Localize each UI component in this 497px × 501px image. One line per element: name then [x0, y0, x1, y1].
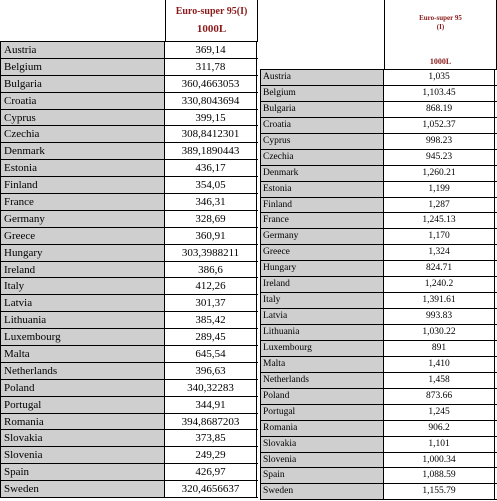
value-cell: 346,31: [165, 194, 257, 210]
value-cell: 394,8687203: [165, 414, 257, 430]
country-cell: Luxembourg: [260, 341, 384, 356]
value-cell: 998.23: [384, 134, 495, 149]
table-row: [0, 93, 258, 110]
country-cell: Croatia: [0, 93, 165, 109]
table-row: [0, 312, 258, 329]
table-row: [0, 126, 258, 143]
value-cell: 993.83: [384, 309, 495, 324]
value-cell: 344,91: [165, 397, 257, 413]
country-cell: Finland: [260, 198, 384, 213]
table-row: [0, 245, 258, 262]
country-cell: Hungary: [260, 261, 384, 276]
value-cell: 328,69: [165, 211, 257, 227]
value-cell: 1,155.79: [384, 484, 495, 499]
value-cell: 360,91: [165, 228, 257, 244]
country-cell: Finland: [0, 177, 165, 193]
table-row: [0, 397, 258, 414]
table-row: [260, 166, 497, 182]
table-row: [0, 59, 258, 76]
value-cell: 1,101: [384, 437, 495, 452]
table-row: [0, 464, 258, 481]
left-header-cell: [165, 0, 258, 41]
table-row: [0, 481, 258, 498]
value-cell: 1,170: [384, 229, 495, 244]
country-cell: Germany: [0, 211, 165, 227]
table-row: [0, 346, 258, 363]
value-cell: 1,245: [384, 405, 495, 420]
country-cell: Portugal: [0, 397, 165, 413]
left-table-header: [0, 0, 258, 42]
table-row: [260, 468, 497, 484]
value-cell: 824.71: [384, 261, 495, 276]
country-cell: Greece: [260, 245, 384, 260]
table-row: [260, 150, 497, 166]
value-cell: 1,035: [384, 70, 495, 85]
table-row: [260, 357, 497, 373]
value-cell: 330,8043694: [165, 93, 257, 109]
table-row: [0, 447, 258, 464]
country-cell: Greece: [0, 228, 165, 244]
country-cell: Latvia: [0, 295, 165, 311]
country-cell: Cyprus: [260, 134, 384, 149]
country-cell: Germany: [260, 229, 384, 244]
country-cell: Spain: [0, 464, 165, 480]
country-cell: Portugal: [260, 405, 384, 420]
value-cell: 320,4656637: [165, 481, 257, 497]
country-cell: Poland: [260, 389, 384, 404]
value-cell: 373,85: [165, 430, 257, 446]
table-row: [260, 261, 497, 277]
table-row: [260, 86, 497, 102]
country-cell: Austria: [0, 42, 165, 58]
value-cell: 1,030.22: [384, 325, 495, 340]
table-row: [0, 160, 258, 177]
country-cell: Slovenia: [260, 453, 384, 468]
value-cell: 303,3988211: [165, 245, 257, 261]
country-cell: Czechia: [260, 150, 384, 165]
country-cell: Netherlands: [0, 363, 165, 379]
table-row: [0, 363, 258, 380]
table-row: [260, 421, 497, 437]
value-cell: 1,245.13: [384, 213, 495, 228]
country-cell: Croatia: [260, 118, 384, 133]
value-cell: 301,37: [165, 295, 257, 311]
value-cell: 412,26: [165, 278, 257, 294]
table-row: [0, 211, 258, 228]
country-cell: Slovakia: [0, 430, 165, 446]
right-header-unit: 1000L: [429, 57, 452, 66]
value-cell: 399,15: [165, 110, 257, 126]
value-cell: 1,088.59: [384, 468, 495, 483]
left-header-unit: 1000L: [196, 23, 227, 35]
value-cell: 385,42: [165, 312, 257, 328]
value-cell: 1,260.21: [384, 166, 495, 181]
country-cell: Estonia: [0, 160, 165, 176]
country-cell: Italy: [0, 278, 165, 294]
table-row: [260, 229, 497, 245]
country-cell: Belgium: [0, 59, 165, 75]
value-cell: 308,8412301: [165, 126, 257, 142]
left-table-body: [0, 41, 258, 498]
table-row: [0, 430, 258, 447]
country-cell: Malta: [260, 357, 384, 372]
table-row: [260, 453, 497, 469]
value-cell: 354,05: [165, 177, 257, 193]
table-row: [0, 414, 258, 431]
table-row: [260, 277, 497, 293]
country-cell: Romania: [260, 421, 384, 436]
right-header-product-sub: (I): [436, 23, 445, 31]
value-cell: 945.23: [384, 150, 495, 165]
value-cell: 906.2: [384, 421, 495, 436]
left-header-blank-cell: [0, 0, 165, 41]
table-row: [260, 198, 497, 214]
country-cell: Estonia: [260, 182, 384, 197]
value-cell: 1,000.34: [384, 453, 495, 468]
country-cell: Italy: [260, 293, 384, 308]
right-price-table: [260, 0, 497, 501]
value-cell: 1,240.2: [384, 277, 495, 292]
value-cell: 386,6: [165, 262, 257, 278]
right-table-body: [260, 69, 497, 500]
table-row: [260, 213, 497, 229]
table-row: [0, 295, 258, 312]
table-row: [0, 110, 258, 127]
table-row: [260, 341, 497, 357]
table-row: [0, 380, 258, 397]
value-cell: 1,391.61: [384, 293, 495, 308]
table-row: [0, 278, 258, 295]
value-cell: 1,052.37: [384, 118, 495, 133]
country-cell: Belgium: [260, 86, 384, 101]
value-cell: 873.66: [384, 389, 495, 404]
country-cell: Sweden: [0, 481, 165, 497]
table-row: [0, 329, 258, 346]
table-row: [0, 228, 258, 245]
country-cell: Netherlands: [260, 373, 384, 388]
table-row: [260, 484, 497, 500]
country-cell: Ireland: [0, 262, 165, 278]
country-cell: Poland: [0, 380, 165, 396]
table-row: [260, 373, 497, 389]
table-row: [0, 262, 258, 279]
table-row: [260, 118, 497, 134]
value-cell: 289,45: [165, 329, 257, 345]
table-row: [260, 293, 497, 309]
table-row: [260, 325, 497, 341]
value-cell: 360,4663053: [165, 76, 257, 92]
country-cell: Czechia: [0, 126, 165, 142]
value-cell: 311,78: [165, 59, 257, 75]
country-cell: Lithuania: [260, 325, 384, 340]
right-header-product-name: Euro-super 95: [419, 14, 462, 22]
country-cell: France: [260, 213, 384, 228]
table-row: [0, 177, 258, 194]
value-cell: 891: [384, 341, 495, 356]
table-row: [0, 76, 258, 93]
value-cell: 645,54: [165, 346, 257, 362]
left-header-product: Euro-super 95(I): [175, 6, 248, 17]
right-header-product: [385, 14, 496, 32]
table-row: [260, 405, 497, 421]
country-cell: Romania: [0, 414, 165, 430]
country-cell: Sweden: [260, 484, 384, 499]
value-cell: 436,17: [165, 160, 257, 176]
table-row: [260, 102, 497, 118]
country-cell: Ireland: [260, 277, 384, 292]
country-cell: Denmark: [260, 166, 384, 181]
table-row: [260, 182, 497, 198]
table-row: [0, 143, 258, 160]
country-cell: Luxembourg: [0, 329, 165, 345]
table-row: [260, 70, 497, 86]
country-cell: Spain: [260, 468, 384, 483]
country-cell: France: [0, 194, 165, 210]
value-cell: 1,103.45: [384, 86, 495, 101]
value-cell: 868.19: [384, 102, 495, 117]
value-cell: 389,1890443: [165, 143, 257, 159]
country-cell: Austria: [260, 70, 384, 85]
value-cell: 340,32283: [165, 380, 257, 396]
country-cell: Latvia: [260, 309, 384, 324]
country-cell: Bulgaria: [0, 76, 165, 92]
table-row: [260, 309, 497, 325]
table-row: [260, 437, 497, 453]
right-header-cell: [384, 0, 497, 69]
value-cell: 396,63: [165, 363, 257, 379]
country-cell: Slovakia: [260, 437, 384, 452]
country-cell: Bulgaria: [260, 102, 384, 117]
value-cell: 426,97: [165, 464, 257, 480]
country-cell: Denmark: [0, 143, 165, 159]
value-cell: 249,29: [165, 447, 257, 463]
country-cell: Cyprus: [0, 110, 165, 126]
value-cell: 369,14: [165, 42, 257, 58]
country-cell: Malta: [0, 346, 165, 362]
table-row: [0, 194, 258, 211]
value-cell: 1,410: [384, 357, 495, 372]
country-cell: Lithuania: [0, 312, 165, 328]
table-row: [260, 389, 497, 405]
country-cell: Slovenia: [0, 447, 165, 463]
value-cell: 1,287: [384, 198, 495, 213]
table-row: [0, 42, 258, 59]
table-row: [260, 245, 497, 261]
table-row: [260, 134, 497, 150]
country-cell: Hungary: [0, 245, 165, 261]
value-cell: 1,324: [384, 245, 495, 260]
value-cell: 1,458: [384, 373, 495, 388]
right-table-header: [260, 0, 497, 70]
value-cell: 1,199: [384, 182, 495, 197]
